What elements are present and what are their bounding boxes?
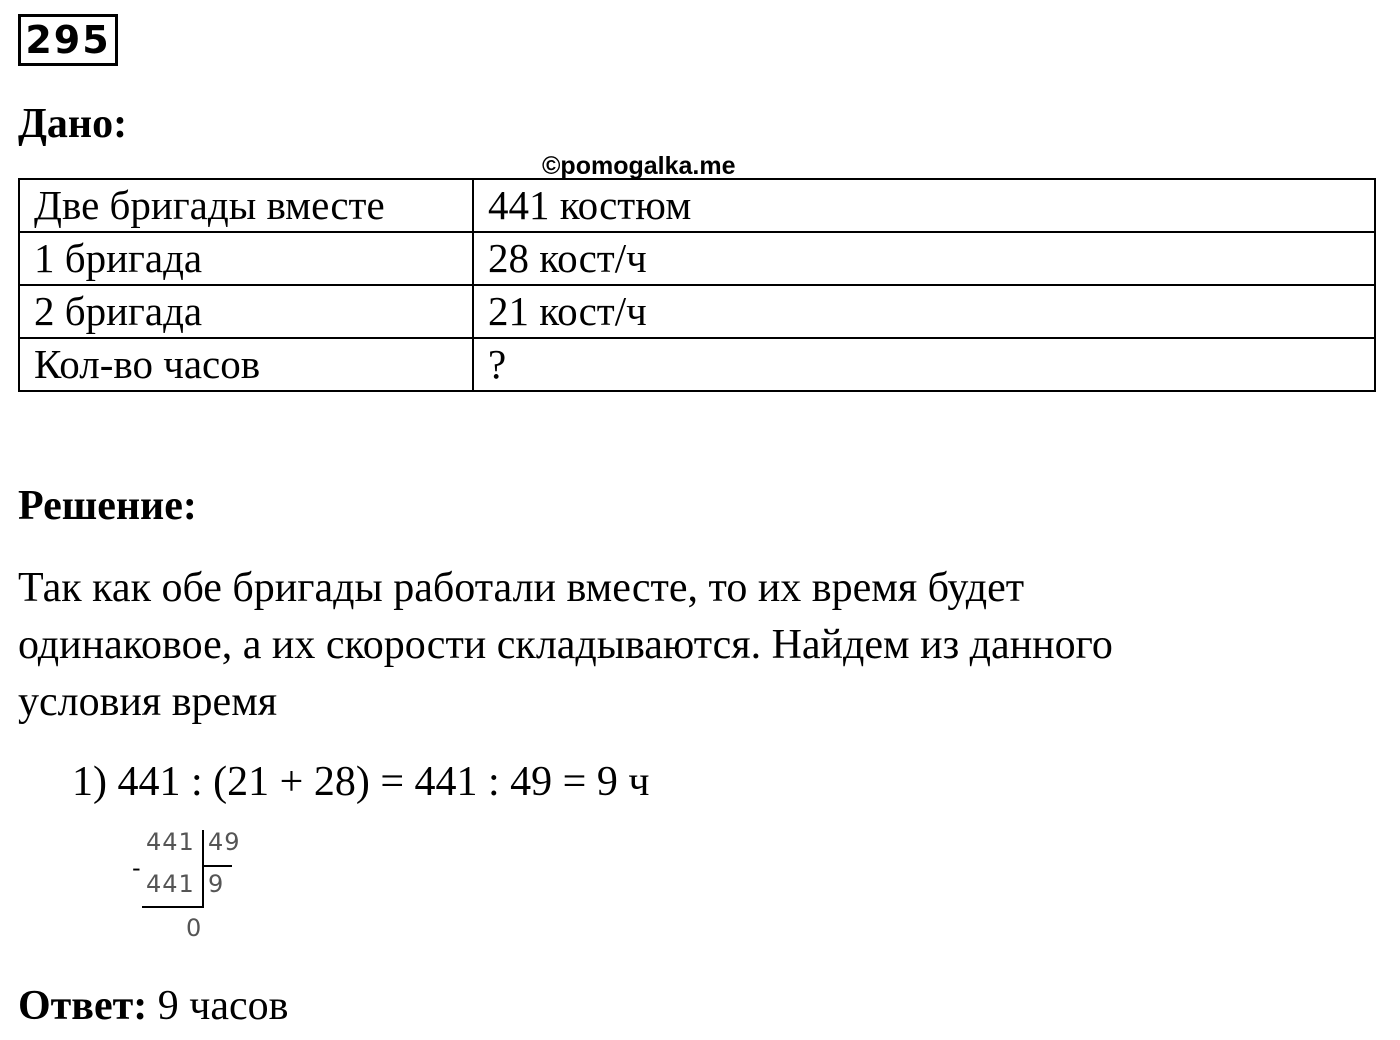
row-label: 1 бригада [19,232,473,285]
solution-step: 1) 441 : (21 + 28) = 441 : 49 = 9 ч [72,759,650,805]
division-dividend: 441 [146,828,195,856]
long-division [128,826,268,946]
division-quotient: 9 [208,870,225,898]
watermark-text: ©pomogalka.me [542,152,736,180]
row-label: Две бригады вместе [19,179,473,232]
given-heading: Дано: [18,101,128,147]
answer-label: Ответ: [18,983,148,1029]
division-remainder: 0 [186,914,203,942]
division-subtrahend: 441 [146,870,195,898]
solution-heading: Решение: [18,483,197,529]
table-row [19,232,1375,285]
paragraph-line: одинаковое, а их скорости складываются. Найдем из данного [18,622,1113,668]
given-table [18,178,1376,392]
table-row [19,179,1375,232]
division-subtraction-line [142,906,204,908]
solution-paragraph [18,560,1378,731]
row-label: Кол-во часов [19,338,473,391]
division-divisor: 49 [208,828,241,856]
table-row [19,285,1375,338]
problem-number: 295 [18,14,118,66]
table-row [19,338,1375,391]
paragraph-line: условия время [18,679,278,725]
answer-value: 9 часов [147,983,289,1029]
row-value: ? [473,338,1375,391]
division-vertical-line [202,830,204,908]
paragraph-line: Так как обе бригады работали вместе, то их время будет [18,565,1025,611]
answer [18,982,289,1030]
division-quotient-line [202,865,232,867]
row-value: 28 кост/ч [473,232,1375,285]
division-minus: - [132,854,142,882]
row-label: 2 бригада [19,285,473,338]
row-value: 21 кост/ч [473,285,1375,338]
row-value: 441 костюм [473,179,1375,232]
